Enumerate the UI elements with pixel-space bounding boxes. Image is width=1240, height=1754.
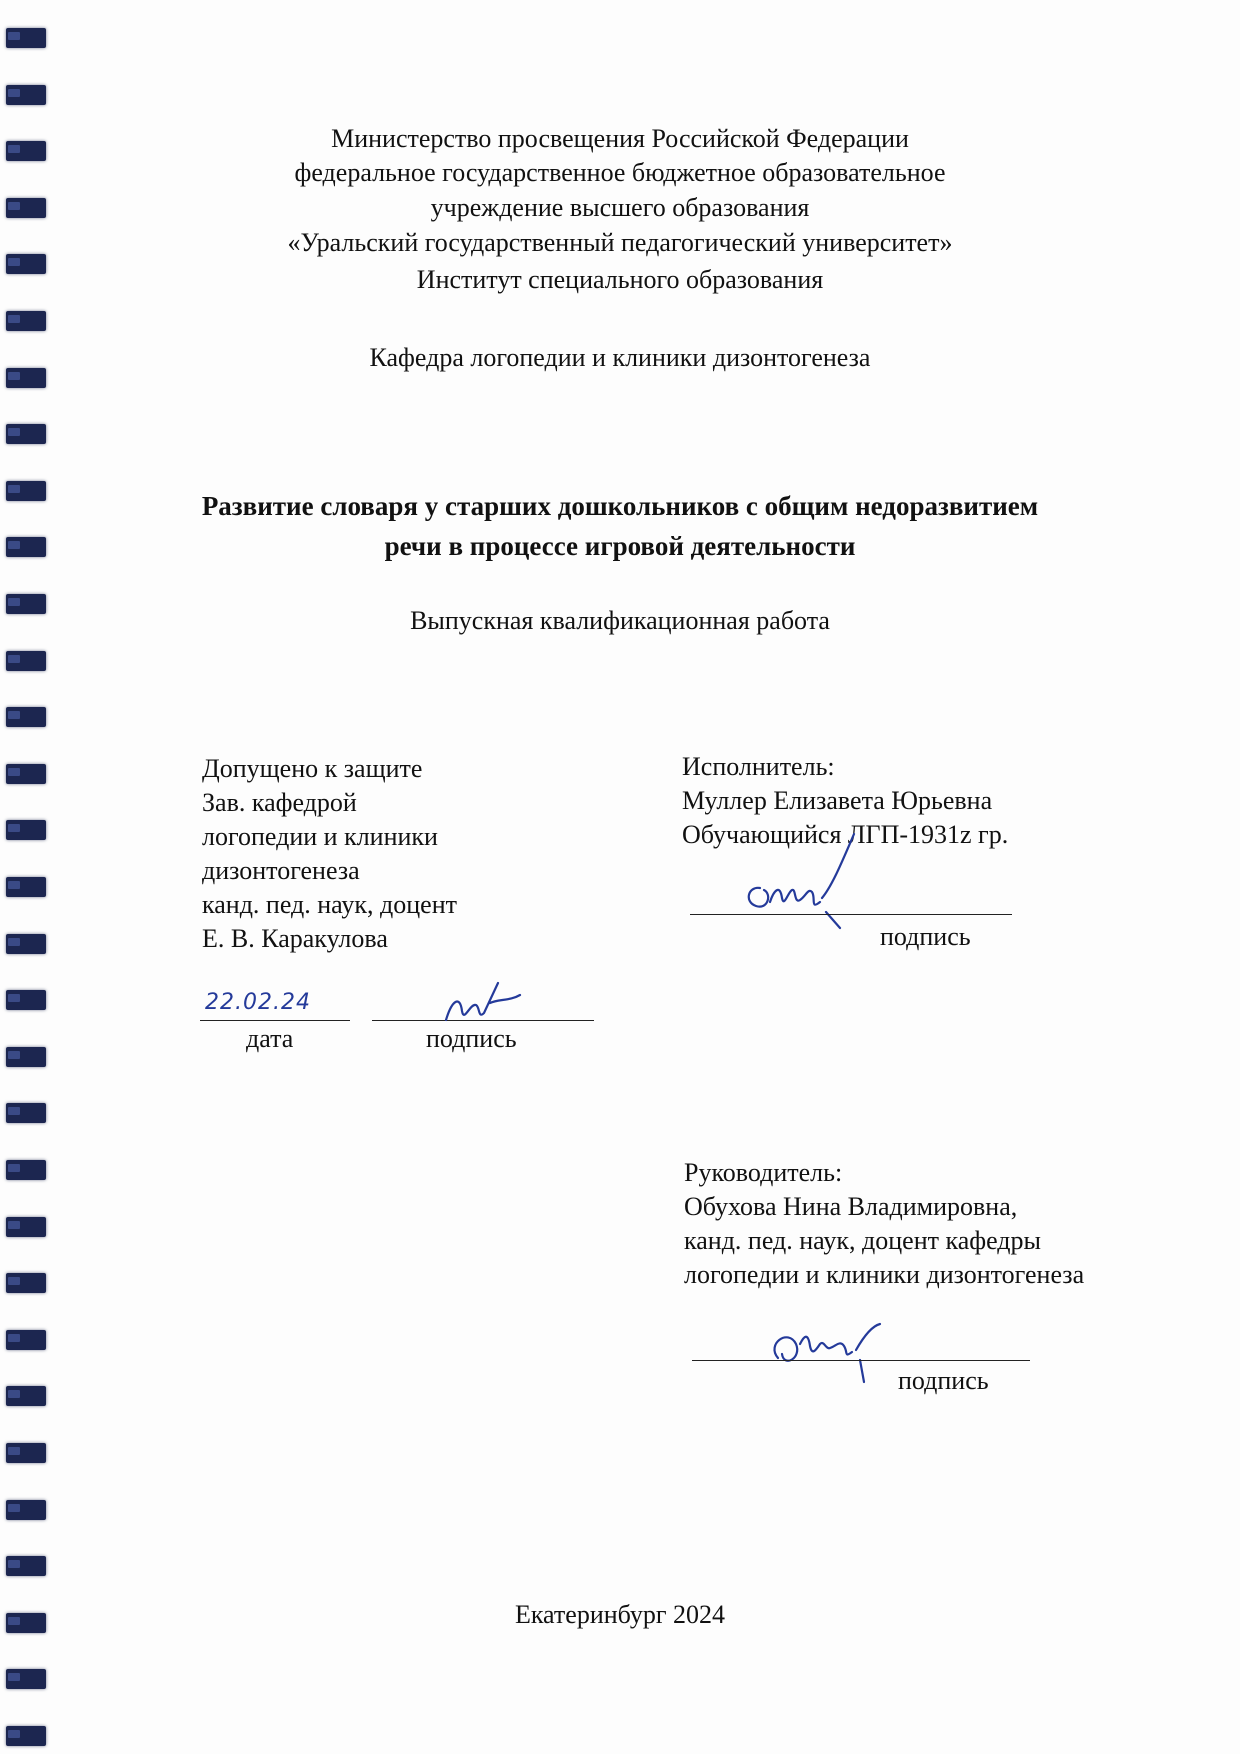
institution-type-line: федеральное государственное бюджетное образовательное <box>294 158 946 187</box>
department-line1: логопедии и клиники <box>202 822 438 851</box>
binding-hole <box>6 934 46 954</box>
binding-hole <box>6 424 46 444</box>
city-year: Екатеринбург 2024 <box>514 1600 726 1629</box>
binding-hole <box>6 1726 46 1746</box>
supervisor-name: Обухова Нина Владимировна, <box>684 1192 1018 1221</box>
binding-hole <box>6 1556 46 1576</box>
admitted-signature-caption: подпись <box>426 1024 517 1053</box>
binding-hole <box>6 820 46 840</box>
executor-signature-caption: подпись <box>880 922 971 951</box>
supervisor-signature <box>760 1310 910 1390</box>
handwritten-date: 22.02.24 <box>205 990 311 1015</box>
binding-hole <box>6 28 46 48</box>
admitted-label: Допущено к защите <box>202 754 423 783</box>
date-line <box>200 1020 350 1021</box>
binding-hole <box>6 85 46 105</box>
binding-hole <box>6 1443 46 1463</box>
date-caption: дата <box>246 1024 294 1053</box>
binding-hole <box>6 651 46 671</box>
supervisor-department: логопедии и клиники дизонтогенеза <box>684 1260 1085 1289</box>
executor-name: Муллер Елизавета Юрьевна <box>682 786 993 815</box>
thesis-title-line2: речи в процессе игровой деятельности <box>384 531 856 561</box>
binding-hole <box>6 1669 46 1689</box>
head-name: Е. В. Каракулова <box>202 924 388 953</box>
spiral-binding <box>0 0 48 1754</box>
executor-group: Обучающийся ЛГП-1931z гр. <box>682 820 1009 849</box>
binding-hole <box>6 990 46 1010</box>
thesis-title-line1: Развитие словаря у старших дошкольников с общим недоразвитием <box>201 491 1039 521</box>
ministry-line: Министерство просвещения Российской Федерации <box>331 124 909 153</box>
executor-signature <box>730 828 880 948</box>
binding-hole <box>6 1330 46 1350</box>
binding-hole <box>6 1217 46 1237</box>
institute-name: Институт специального образования <box>416 265 824 294</box>
binding-hole <box>6 877 46 897</box>
department-name: Кафедра логопедии и клиники дизонтогенеза <box>369 343 871 372</box>
supervisor-label: Руководитель: <box>684 1158 843 1187</box>
academic-degree: канд. пед. наук, доцент <box>202 890 457 919</box>
binding-hole <box>6 311 46 331</box>
executor-signature-line <box>690 914 1012 915</box>
binding-hole <box>6 1386 46 1406</box>
binding-hole <box>6 1160 46 1180</box>
supervisor-degree: канд. пед. наук, доцент кафедры <box>684 1226 1042 1255</box>
institution-level-line: учреждение высшего образования <box>430 193 810 222</box>
binding-hole <box>6 764 46 784</box>
binding-hole <box>6 1047 46 1067</box>
university-name: «Уральский государственный педагогический университет» <box>287 228 953 257</box>
department-line2: дизонтогенеза <box>202 856 360 885</box>
binding-hole <box>6 707 46 727</box>
supervisor-signature-caption: подпись <box>898 1366 989 1395</box>
supervisor-signature-line <box>692 1360 1030 1361</box>
binding-hole <box>6 1273 46 1293</box>
binding-hole <box>6 1500 46 1520</box>
binding-hole <box>6 1103 46 1123</box>
head-of-department-label: Зав. кафедрой <box>202 788 357 817</box>
executor-label: Исполнитель: <box>682 752 835 781</box>
work-type: Выпускная квалификационная работа <box>410 606 830 635</box>
